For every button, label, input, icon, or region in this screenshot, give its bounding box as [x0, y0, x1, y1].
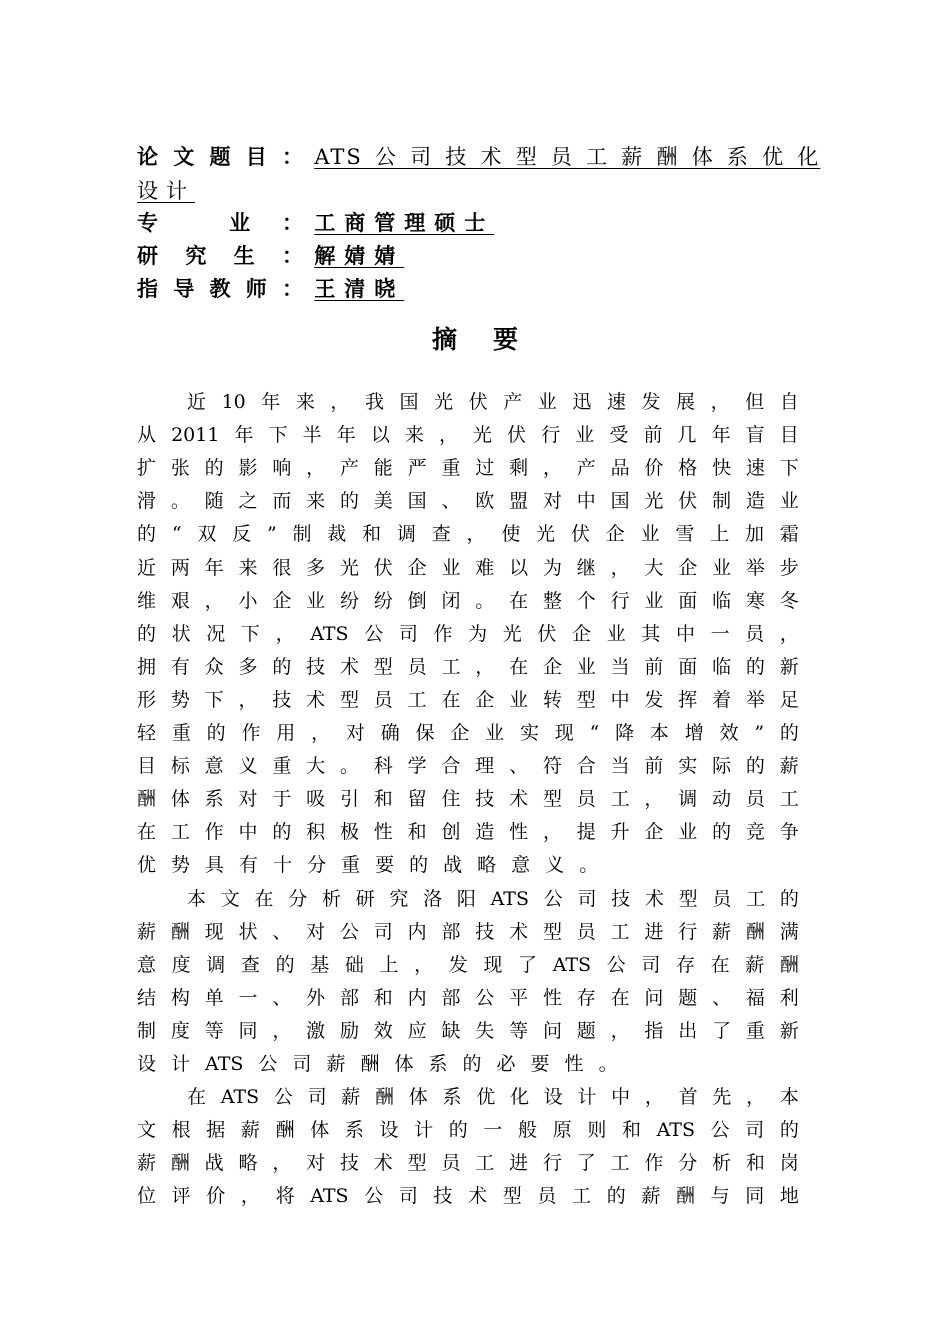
student-label: 研究生：: [137, 243, 305, 268]
thesis-title-row-continued: [137, 174, 237, 208]
abstract-line: 意 度 调 查 的 基 础 上 ， 发 现 了 ATS 公 司 存 在 薪 酬: [137, 953, 799, 976]
abstract-line: 的 “ 双 反 ” 制 裁 和 调 查 ， 使 光 伏 企 业 雪 上 加 霜: [137, 523, 799, 546]
advisor-row: [137, 272, 404, 306]
abstract-line: 优 势 具 有 十 分 重 要 的 战 略 意 义 。: [137, 854, 599, 877]
abstract-line: 设 计 ATS 公 司 薪 酬 体 系 的 必 要 性 。: [137, 1053, 618, 1075]
abstract-line: 文 根 据 薪 酬 体 系 设 计 的 一 般 原 则 和 ATS 公 司 的: [137, 1119, 799, 1142]
abstract-line: 从 2011 年 下 半 年 以 来 ， 光 伏 行 业 受 前 几 年 盲 目: [137, 424, 799, 447]
abstract-line: 形 势 下 ， 技 术 型 员 工 在 企 业 转 型 中 发 挥 着 举 足: [137, 688, 799, 711]
abstract-line: 近 10 年 来 ， 我 国 光 伏 产 业 迅 速 发 展 ， 但 自: [187, 391, 799, 413]
abstract-line: 薪 酬 战 略 ， 对 技 术 型 员 工 进 行 了 工 作 分 析 和 岗: [137, 1152, 799, 1175]
advisor-label: 指导教师：: [137, 276, 305, 301]
thesis-title-value: ATS公司技术型员工薪酬体系优化: [314, 145, 821, 169]
advisor-value: 王清晓: [314, 276, 405, 301]
abstract-line: 近 两 年 来 很 多 光 伏 企 业 难 以 为 继 ， 大 企 业 举 步: [137, 556, 799, 579]
thesis-title-row: [137, 140, 820, 174]
abstract-line: 轻 重 的 作 用 ， 对 确 保 企 业 实 现 “ 降 本 增 效 ” 的: [137, 722, 799, 744]
abstract-line: 在 工 作 中 的 积 极 性 和 创 造 性 ， 提 升 企 业 的 竞 争: [137, 821, 799, 844]
thesis-title-value-continued: 设计: [137, 179, 195, 203]
abstract-line: 酬 体 系 对 于 吸 引 和 留 住 技 术 型 员 工 ， 调 动 员 工: [137, 788, 799, 811]
abstract-line: 在 ATS 公 司 薪 酬 体 系 优 化 设 计 中 ， 首 先 ， 本: [187, 1086, 799, 1109]
abstract-line: 目 标 意 义 重 大 。 科 学 合 理 、 符 合 当 前 实 际 的 薪: [137, 755, 799, 778]
abstract-line: 结 构 单 一 、 外 部 和 内 部 公 平 性 存 在 问 题 、 福 利: [137, 986, 799, 1009]
abstract-line: 拥 有 众 多 的 技 术 型 员 工 ， 在 企 业 当 前 面 临 的 新: [137, 655, 799, 678]
abstract-line: 维 艰 ， 小 企 业 纷 纷 倒 闭 。 在 整 个 行 业 面 临 寒 冬: [137, 589, 799, 612]
abstract-line: 位 评 价 ， 将 ATS 公 司 技 术 型 员 工 的 薪 酬 与 同 地: [137, 1185, 799, 1208]
thesis-title-label: 论文题目：: [137, 144, 305, 169]
abstract-heading: 摘要: [431, 325, 554, 354]
major-value: 工商管理硕士: [314, 210, 495, 235]
abstract-line: 扩 张 的 影 响 ， 产 能 严 重 过 剩 ， 产 品 价 格 快 速 下: [137, 457, 799, 480]
abstract-line: 制 度 等 同 ， 激 励 效 应 缺 失 等 问 题 ， 指 出 了 重 新: [137, 1019, 799, 1042]
student-row: [137, 239, 404, 273]
student-value: 解婧婧: [314, 243, 405, 268]
abstract-line: 薪 酬 现 状 、 对 公 司 内 部 技 术 型 员 工 进 行 薪 酬 满: [137, 920, 799, 943]
abstract-line: 的 状 况 下 ， ATS 公 司 作 为 光 伏 企 业 其 中 一 员 ，: [137, 622, 799, 645]
major-label: 专 业：: [137, 210, 305, 235]
abstract-line: 本 文 在 分 析 研 究 洛 阳 ATS 公 司 技 术 型 员 工 的: [187, 887, 799, 910]
major-row: [137, 206, 494, 240]
abstract-line: 滑 。 随 之 而 来 的 美 国 、 欧 盟 对 中 国 光 伏 制 造 业: [137, 490, 799, 513]
